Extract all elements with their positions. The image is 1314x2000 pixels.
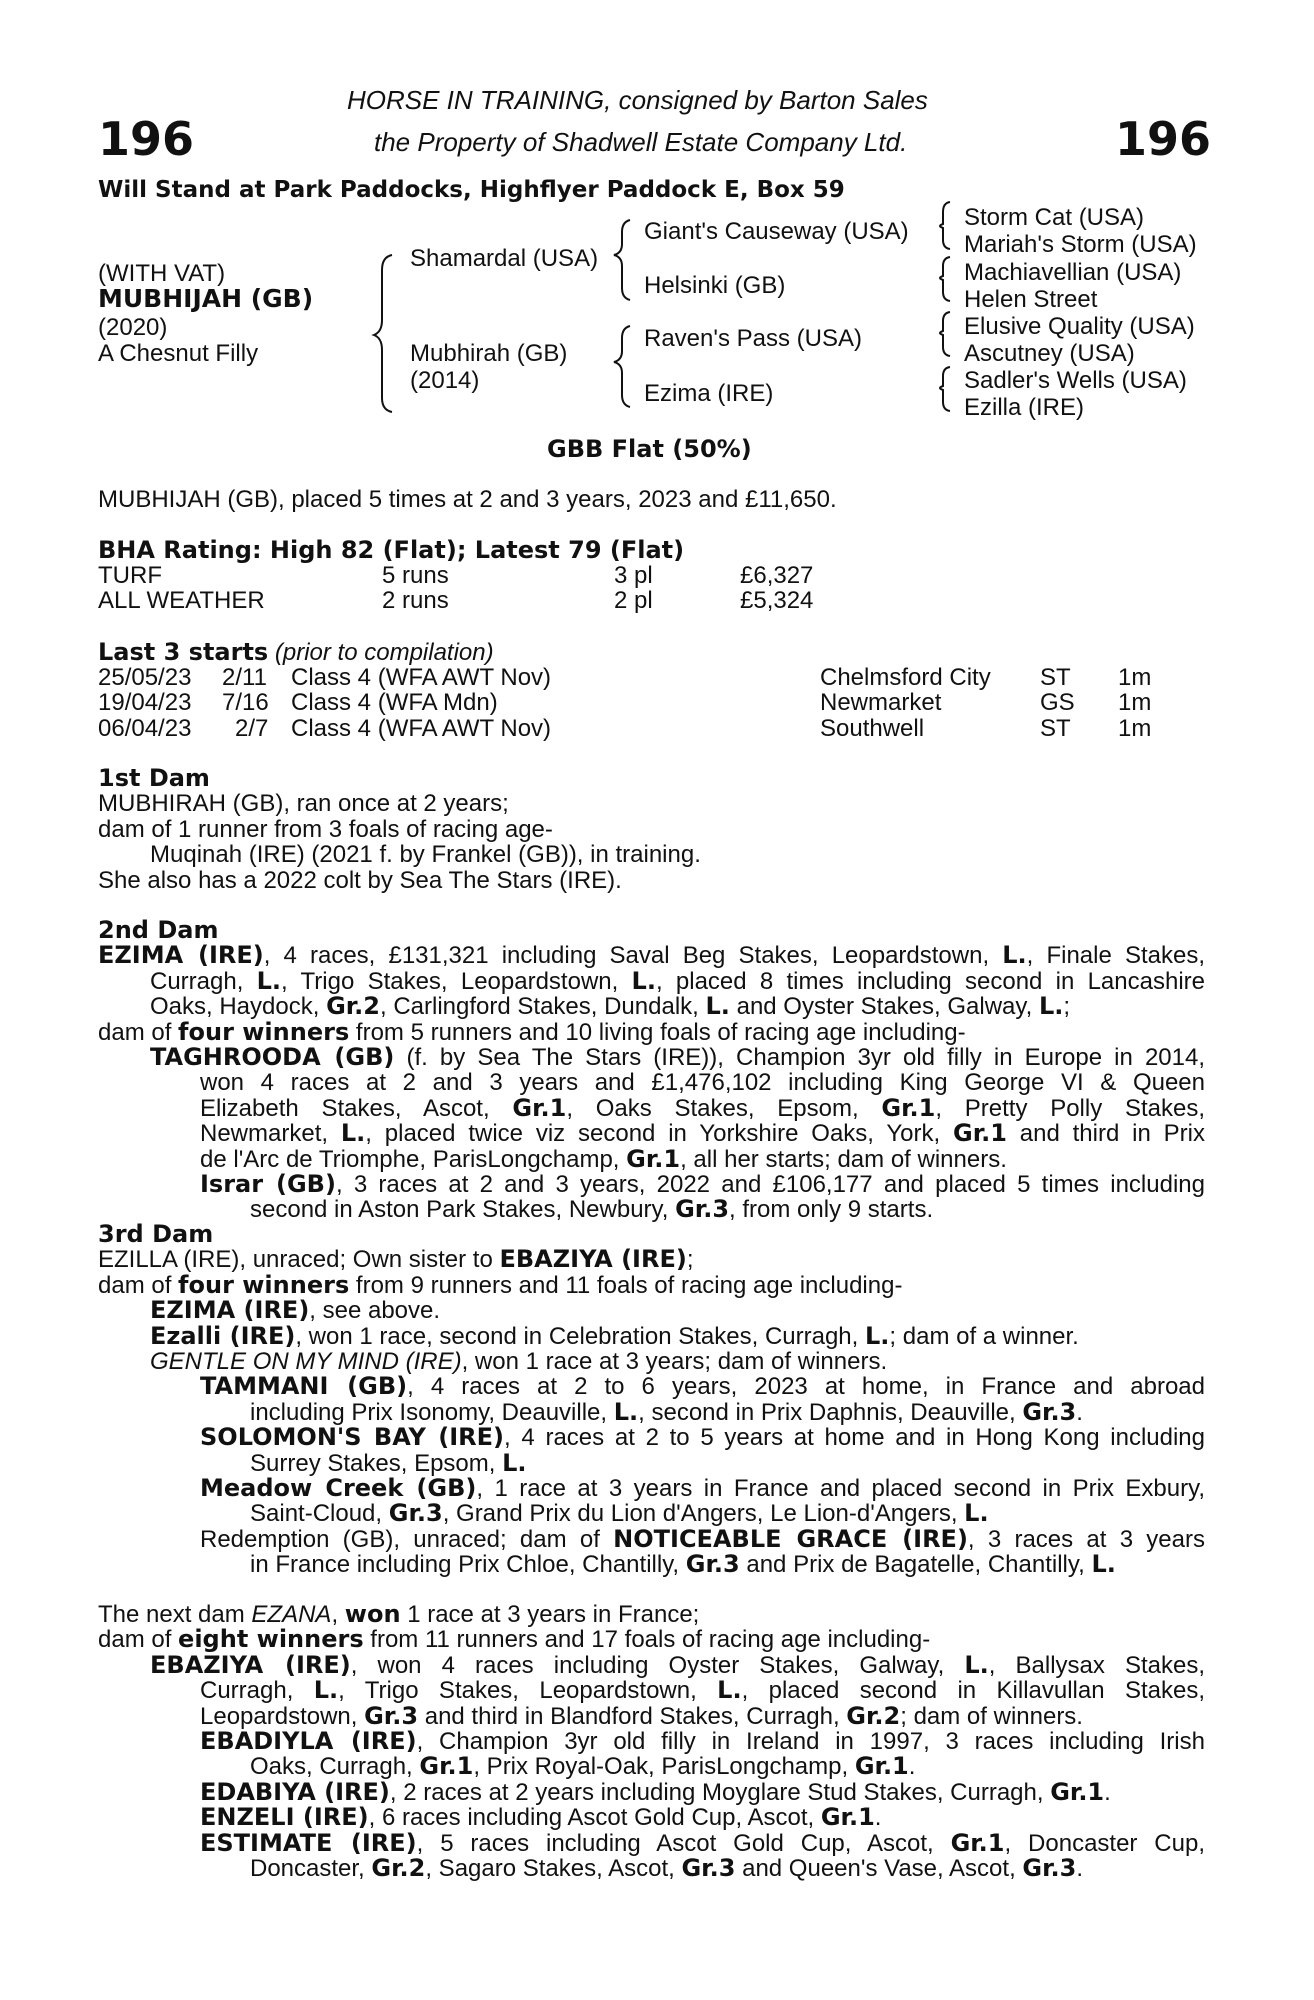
winners-count: eight winners xyxy=(178,1625,364,1654)
group-mark: Gr.1 xyxy=(1050,1777,1105,1806)
dam-year: (2014) xyxy=(410,367,480,394)
horse-name-ebaziya: EBAZIYA (IRE) xyxy=(150,1650,351,1679)
text: de l'Arc de Triomphe, ParisLongchamp, xyxy=(200,1145,627,1173)
text: EZILLA (IRE), unraced; Own sister to xyxy=(98,1246,500,1274)
text: including Prix Isonomy, Deauville, xyxy=(250,1398,614,1426)
text: dam of xyxy=(98,1271,179,1299)
text: and Oyster Stakes, Galway, xyxy=(729,993,1039,1021)
second-dam-title: 2nd Dam xyxy=(98,916,219,944)
horse-name-ezima: EZIMA (IRE) xyxy=(150,1296,310,1325)
bha-rating-title: BHA Rating: High 82 (Flat); Latest 79 (Flat) xyxy=(98,536,685,564)
listed-mark: L. xyxy=(705,992,730,1021)
listed-mark: L. xyxy=(964,1650,989,1679)
next-dam-section xyxy=(98,1602,1205,1881)
group-mark: Gr.2 xyxy=(326,992,380,1021)
text: dam of xyxy=(98,1018,179,1046)
text: and third in Prix xyxy=(1006,1120,1205,1148)
text: , Ballysax Stakes, xyxy=(988,1651,1205,1679)
start-race: Class 4 (WFA AWT Nov) xyxy=(291,715,552,742)
start-race: Class 4 (WFA AWT Nov) xyxy=(291,664,552,691)
horse-name-tammani: TAMMANI (GB) xyxy=(200,1372,408,1401)
group-mark: Gr.1 xyxy=(854,1752,909,1781)
text: , Pretty Polly Stakes, xyxy=(935,1094,1205,1122)
last-starts-heading xyxy=(98,638,494,667)
text: , Trigo Stakes, Leopardstown, xyxy=(338,1677,718,1705)
text: ; xyxy=(686,1246,694,1274)
text: and Queen's Vase, Ascot, xyxy=(735,1855,1023,1883)
text: The next dam xyxy=(98,1601,252,1628)
listed-mark: L. xyxy=(1002,941,1027,970)
start-distance: 1m xyxy=(1118,664,1152,691)
text: , Oaks Stakes, Epsom, xyxy=(566,1094,882,1122)
text: , Finale Stakes, xyxy=(1026,942,1205,970)
dam-dam: Ezima (IRE) xyxy=(644,380,774,407)
gg-dam-4: Ezilla (IRE) xyxy=(964,394,1085,421)
group-mark: Gr.1 xyxy=(626,1144,681,1173)
horse-name-estimate: ESTIMATE (IRE) xyxy=(200,1828,417,1857)
third-dam-section xyxy=(98,1222,1205,1578)
property-line: the Property of Shadwell Estate Company Ltd. xyxy=(374,127,908,157)
rating-row-placed: 2 pl xyxy=(614,587,653,614)
group-mark: Gr.3 xyxy=(388,1499,443,1528)
last-starts-note: (prior to compilation) xyxy=(274,639,494,666)
group-mark: Gr.3 xyxy=(1022,1854,1077,1883)
text: . xyxy=(1104,1778,1111,1806)
text: ; dam of a winner. xyxy=(889,1322,1079,1350)
group-mark: Gr.1 xyxy=(820,1803,875,1832)
second-dam-section xyxy=(98,918,1205,1223)
horse-name-gentle-on-my-mind: GENTLE ON MY MIND (IRE) xyxy=(150,1348,462,1376)
group-mark: Gr.1 xyxy=(950,1828,1005,1857)
text: , second in Prix Daphnis, Deauville, xyxy=(638,1398,1023,1426)
horse-name-taghrooda: TAGHROODA (GB) xyxy=(150,1043,395,1072)
text: . xyxy=(908,1753,916,1781)
text: , 2 races at 2 years including Moyglare Stud Stakes, Curragh, xyxy=(389,1778,1051,1806)
rating-row-surface: TURF xyxy=(98,562,162,589)
text: Surrey Stakes, Epsom, xyxy=(250,1449,503,1477)
text: Curragh, xyxy=(150,967,257,995)
text: Oaks, Curragh, xyxy=(250,1753,420,1781)
start-date: 25/05/23 xyxy=(98,664,192,691)
group-mark: Gr.3 xyxy=(681,1854,736,1883)
listed-mark: L. xyxy=(502,1448,527,1477)
start-date: 19/04/23 xyxy=(98,689,192,716)
text: Elizabeth Stakes, Ascot, xyxy=(200,1094,513,1122)
gg-dam-3: Ascutney (USA) xyxy=(964,340,1135,367)
text: , Trigo Stakes, Leopardstown, xyxy=(281,967,632,995)
text: , Prix Royal-Oak, ParisLongchamp, xyxy=(473,1753,855,1781)
text: , placed twice viz second in Yorkshire Oaks, York, xyxy=(365,1120,953,1148)
start-distance: 1m xyxy=(1118,715,1152,742)
gg-dam-1: Mariah's Storm (USA) xyxy=(964,231,1197,258)
won-label: won xyxy=(344,1600,401,1628)
first-dam-section xyxy=(98,766,1205,893)
listed-mark: L. xyxy=(256,966,282,995)
horse-year: (2020) xyxy=(98,314,168,341)
first-dam-title: 1st Dam xyxy=(98,764,210,792)
text: , all her starts; dam of winners. xyxy=(680,1145,1007,1173)
text: from 11 runners and 17 foals of racing age including- xyxy=(363,1626,931,1654)
text: , see above. xyxy=(309,1297,441,1325)
lot-number-right: 196 xyxy=(1115,112,1212,166)
group-mark: Gr.1 xyxy=(419,1752,474,1781)
stand-location: Will Stand at Park Paddocks, Highflyer Paddock E, Box 59 xyxy=(98,177,845,203)
race-summary: MUBHIJAH (GB), placed 5 times at 2 and 3 years, 2023 and £11,650. xyxy=(98,486,837,513)
rating-row-surface: ALL WEATHER xyxy=(98,587,265,614)
sire-dam: Helsinki (GB) xyxy=(644,272,786,299)
text: and third in Blandford Stakes, Curragh, xyxy=(418,1702,847,1730)
start-race: Class 4 (WFA Mdn) xyxy=(291,689,498,716)
text: , placed second in Killavullan Stakes, xyxy=(741,1677,1205,1705)
first-dam-line: MUBHIRAH (GB), ran once at 2 years; xyxy=(98,790,509,818)
text: . xyxy=(1076,1398,1083,1426)
text: , 5 races including Ascot Gold Cup, Ascot, xyxy=(416,1829,951,1857)
listed-mark: L. xyxy=(631,966,656,995)
text: Saint-Cloud, xyxy=(250,1500,389,1528)
horse-name-ebadiyla: EBADIYLA (IRE) xyxy=(200,1727,417,1756)
text: Redemption (GB), unraced; dam of xyxy=(200,1525,614,1553)
group-mark: Gr.1 xyxy=(512,1093,567,1122)
winners-count: four winners xyxy=(178,1017,350,1046)
text: , 4 races at 2 to 6 years, 2023 at home, in France and abroad xyxy=(407,1373,1205,1401)
text: , Champion 3yr old filly in Ireland in 1997, 3 races including Irish xyxy=(416,1728,1205,1756)
horse-name-ezalli: Ezalli (IRE) xyxy=(150,1321,296,1350)
text: , won 1 race, second in Celebration Stakes, Curragh, xyxy=(295,1322,865,1350)
text: , xyxy=(331,1601,345,1628)
dam-sire: Raven's Pass (USA) xyxy=(644,325,862,352)
horse-name-enzeli: ENZELI (IRE) xyxy=(200,1803,369,1832)
horse-name-israr: Israr (GB) xyxy=(200,1170,336,1199)
start-course: Southwell xyxy=(820,715,925,742)
gg-sire-4: Sadler's Wells (USA) xyxy=(964,367,1187,394)
text: , Grand Prix du Lion d'Angers, Le Lion-d'Angers, xyxy=(442,1500,965,1528)
text: , won 4 races including Oyster Stakes, Galway, xyxy=(350,1651,965,1679)
rating-row-runs: 5 runs xyxy=(382,562,449,589)
horse-name-ezana: EZANA xyxy=(251,1601,332,1628)
text: from 5 runners and 10 living foals of racing age including- xyxy=(349,1018,966,1046)
text: Doncaster, xyxy=(250,1855,372,1883)
group-mark: Gr.3 xyxy=(364,1701,419,1730)
text: , 3 races at 2 and 3 years, 2022 and £106,177 and placed 5 times including xyxy=(335,1171,1205,1199)
text: , 6 races including Ascot Gold Cup, Ascot, xyxy=(368,1804,821,1832)
third-dam-title: 3rd Dam xyxy=(98,1220,214,1248)
sire-name: Shamardal (USA) xyxy=(410,245,599,272)
text: , 4 races at 2 to 5 years at home and in Hong Kong including xyxy=(504,1424,1205,1452)
group-mark: Gr.1 xyxy=(881,1093,936,1122)
gg-sire-2: Machiavellian (USA) xyxy=(964,259,1182,286)
text: , Doncaster Cup, xyxy=(1004,1829,1205,1857)
listed-mark: L. xyxy=(340,1119,366,1148)
text: . xyxy=(1076,1855,1084,1883)
scheme-label: GBB Flat (50%) xyxy=(547,435,752,463)
group-mark: Gr.3 xyxy=(1022,1397,1077,1426)
start-going: GS xyxy=(1040,689,1075,716)
winners-count: four winners xyxy=(178,1270,350,1299)
rating-row-placed: 3 pl xyxy=(614,562,653,589)
text: Leopardstown, xyxy=(200,1702,365,1730)
start-course: Chelmsford City xyxy=(820,664,991,691)
consignment-line: HORSE IN TRAINING, consigned by Barton Sales xyxy=(347,85,928,115)
text: in France including Prix Chloe, Chantilly, xyxy=(250,1551,686,1579)
start-date: 06/04/23 xyxy=(98,715,192,742)
start-course: Newmarket xyxy=(820,689,942,716)
last-starts-title: Last 3 starts xyxy=(98,638,269,666)
text: 1 race at 3 years in France; xyxy=(400,1601,700,1628)
group-mark: Gr.2 xyxy=(371,1854,426,1883)
start-position: 2/7 xyxy=(235,715,269,742)
rating-row-runs: 2 runs xyxy=(382,587,449,614)
start-distance: 1m xyxy=(1118,689,1152,716)
gg-sire-3: Elusive Quality (USA) xyxy=(964,313,1195,340)
text: , Sagaro Stakes, Ascot, xyxy=(425,1855,682,1883)
text: ; xyxy=(1063,993,1071,1021)
horse-name: MUBHIJAH (GB) xyxy=(98,284,314,313)
horse-name-solomons-bay: SOLOMON'S BAY (IRE) xyxy=(200,1423,505,1452)
text: Oaks, Haydock, xyxy=(150,993,327,1021)
text: ; dam of winners. xyxy=(900,1702,1083,1730)
horse-name-ebaziya: EBAZIYA (IRE) xyxy=(499,1245,687,1274)
text: , Carlingford Stakes, Dundalk, xyxy=(380,993,706,1021)
text: Curragh, xyxy=(200,1677,314,1705)
text: Newmarket, xyxy=(200,1120,341,1148)
group-mark: Gr.3 xyxy=(685,1550,740,1579)
first-dam-produce: Muqinah (IRE) (2021 f. by Frankel (GB)), in training. xyxy=(150,841,701,869)
sire-sire: Giant's Causeway (USA) xyxy=(644,218,909,245)
text: , won 1 race at 3 years; dam of winners. xyxy=(461,1348,888,1376)
vat-label: (WITH VAT) xyxy=(98,260,226,287)
start-position: 7/16 xyxy=(222,689,269,716)
text: , from only 9 starts. xyxy=(729,1196,934,1224)
listed-mark: L. xyxy=(1038,992,1064,1021)
gg-dam-2: Helen Street xyxy=(964,286,1098,313)
dam-name: Mubhirah (GB) xyxy=(410,340,568,367)
text: and Prix de Bagatelle, Chantilly, xyxy=(739,1551,1092,1579)
gg-sire-1: Storm Cat (USA) xyxy=(964,204,1145,231)
start-going: ST xyxy=(1040,664,1071,691)
listed-mark: L. xyxy=(964,1499,989,1528)
start-position: 2/11 xyxy=(222,664,267,691)
group-mark: Gr.3 xyxy=(675,1195,730,1224)
listed-mark: L. xyxy=(717,1676,742,1705)
horse-description: A Chesnut Filly xyxy=(98,340,259,367)
text: , 3 races at 3 years xyxy=(967,1525,1205,1553)
text: second in Aston Park Stakes, Newbury, xyxy=(250,1196,676,1224)
text: , 1 race at 3 years in France and placed second in Prix Exbury, xyxy=(476,1475,1205,1503)
listed-mark: L. xyxy=(1091,1550,1116,1579)
text: , placed 8 times including second in Lancashire xyxy=(655,967,1205,995)
text: from 9 runners and 11 foals of racing age including- xyxy=(349,1271,903,1299)
horse-name-edabiya: EDABIYA (IRE) xyxy=(200,1777,390,1806)
text: . xyxy=(874,1804,882,1832)
text: dam of xyxy=(98,1626,179,1654)
text: (f. by Sea The Stars (IRE)), Champion 3yr old filly in Europe in 2014, xyxy=(394,1044,1205,1072)
first-dam-line: She also has a 2022 colt by Sea The Stars (IRE). xyxy=(98,866,622,894)
text: won 4 races at 2 and 3 years and £1,476,102 including King George VI & Queen xyxy=(200,1069,1205,1097)
horse-name-noticeable-grace: NOTICEABLE GRACE (IRE) xyxy=(613,1524,968,1553)
start-going: ST xyxy=(1040,715,1071,742)
first-dam-line: dam of 1 runner from 3 foals of racing age- xyxy=(98,815,553,843)
horse-name-meadow-creek: Meadow Creek (GB) xyxy=(200,1474,477,1503)
rating-row-prize: £5,324 xyxy=(740,587,814,614)
group-mark: Gr.1 xyxy=(953,1119,1007,1148)
listed-mark: L. xyxy=(864,1321,890,1350)
rating-row-prize: £6,327 xyxy=(740,562,814,589)
listed-mark: L. xyxy=(613,1397,639,1426)
text: , 4 races, £131,321 including Saval Beg Stakes, Leopardstown, xyxy=(263,942,1003,970)
lot-number-left: 196 xyxy=(98,112,195,166)
group-mark: Gr.2 xyxy=(846,1701,901,1730)
horse-name-ezima: EZIMA (IRE) xyxy=(98,941,264,970)
listed-mark: L. xyxy=(313,1676,339,1705)
